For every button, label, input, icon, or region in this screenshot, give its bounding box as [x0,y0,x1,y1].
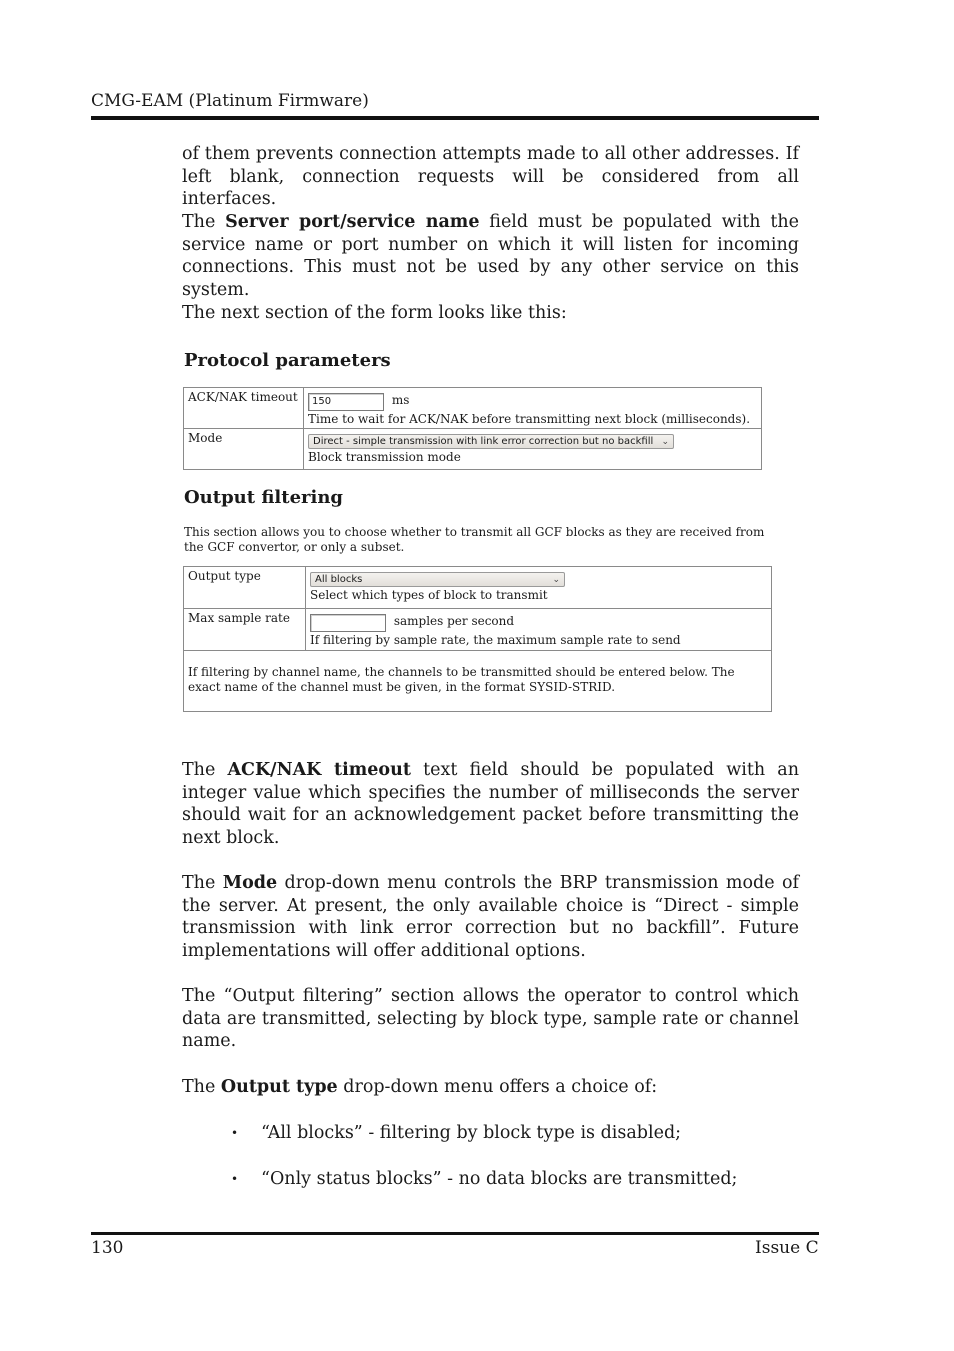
chevron-down-icon: ⌄ [552,574,560,585]
issue-label: Issue C [755,1238,819,1258]
max-sample-rate-label: Max sample rate [184,609,306,651]
channel-filter-note: If filtering by channel name, the channels to be transmitted should be entered below. The exact name of the channel must be given, in the format SYSID-STRID. [184,651,772,712]
para-text: The [182,873,223,893]
mode-help: Block transmission mode [308,450,461,464]
output-type-select[interactable] [310,572,565,587]
output-filtering-paragraph: The “Output filtering” section allows the operator to control which data are transmitted, selecting by block type, sample rate or channel name. [182,986,799,1052]
protocol-parameters-form [183,387,762,470]
para-text: field must be populated with the service name or port number on which it will listen for incoming connections. This must not be used by any other service on this system. [182,212,799,300]
output-type-paragraph [182,1076,799,1099]
term-output-type: Output type [220,1077,338,1097]
header-rule [91,116,819,120]
para-text: The [182,760,228,780]
mode-paragraph [182,872,799,962]
para-text: drop-down menu controls the BRP transmission mode of the server. At present, the only available choice is “Direct - simple transmission with link error correction but no backfill”. Future implementations will offer additional options. [182,873,799,961]
server-port-paragraph [182,211,799,301]
output-type-cell [306,567,772,609]
mode-select-value: Direct - simple transmission with link error correction but no backfill [313,436,654,447]
output-type-select-value: All blocks [315,574,363,585]
term-mode: Mode [222,873,278,893]
mode-label: Mode [184,429,304,470]
para-text: text field should be populated with an integer value which specifies the number of milliseconds the server should wait for an acknowledgement packet before transmitting the next block. [182,760,799,848]
output-type-label: Output type [184,567,306,609]
ack-nak-timeout-input[interactable]: 150 [308,393,384,411]
mode-cell [304,429,762,470]
bullet-item: “Only status blocks” - no data blocks are transmitted; [261,1169,738,1189]
intro-paragraph: of them prevents connection attempts made to all other addresses. If left blank, connection requests will be considered from all interfaces. [182,144,799,210]
para-text: The [182,1077,221,1097]
output-filtering-form [183,566,772,712]
running-header: CMG-EAM (Platinum Firmware) [91,91,369,111]
ack-nak-label: ACK/NAK timeout [184,388,304,429]
next-section-paragraph: The next section of the form looks like this: [182,303,567,323]
ack-nak-help: Time to wait for ACK/NAK before transmitting next block (milliseconds). [308,412,751,426]
output-type-help: Select which types of block to transmit [310,588,548,602]
term-server-port: Server port/service name [225,212,480,232]
footer-rule [91,1232,819,1235]
max-sample-rate-cell [306,609,772,651]
ack-nak-unit: ms [391,393,410,407]
bullet-item: “All blocks” - filtering by block type is disabled; [261,1123,682,1143]
bullet-icon: • [231,1126,239,1140]
para-text: drop-down menu offers a choice of: [337,1077,658,1097]
bullet-icon: • [231,1172,239,1186]
term-ack-nak: ACK/NAK timeout [227,760,411,780]
protocol-parameters-heading: Protocol parameters [184,350,391,371]
max-sample-rate-help: If filtering by sample rate, the maximum sample rate to send [310,633,681,647]
chevron-down-icon: ⌄ [661,436,669,447]
ack-nak-cell [304,388,762,429]
para-text: The [182,212,226,232]
ack-nak-paragraph [182,759,799,849]
max-sample-rate-unit: samples per second [393,614,515,628]
mode-select[interactable] [308,434,674,449]
output-filtering-heading: Output filtering [184,487,344,508]
page-number: 130 [91,1238,124,1258]
output-filtering-intro: This section allows you to choose whether to transmit all GCF blocks as they are received from the GCF convertor, or only a subset. [184,525,765,554]
max-sample-rate-input[interactable] [310,614,386,632]
